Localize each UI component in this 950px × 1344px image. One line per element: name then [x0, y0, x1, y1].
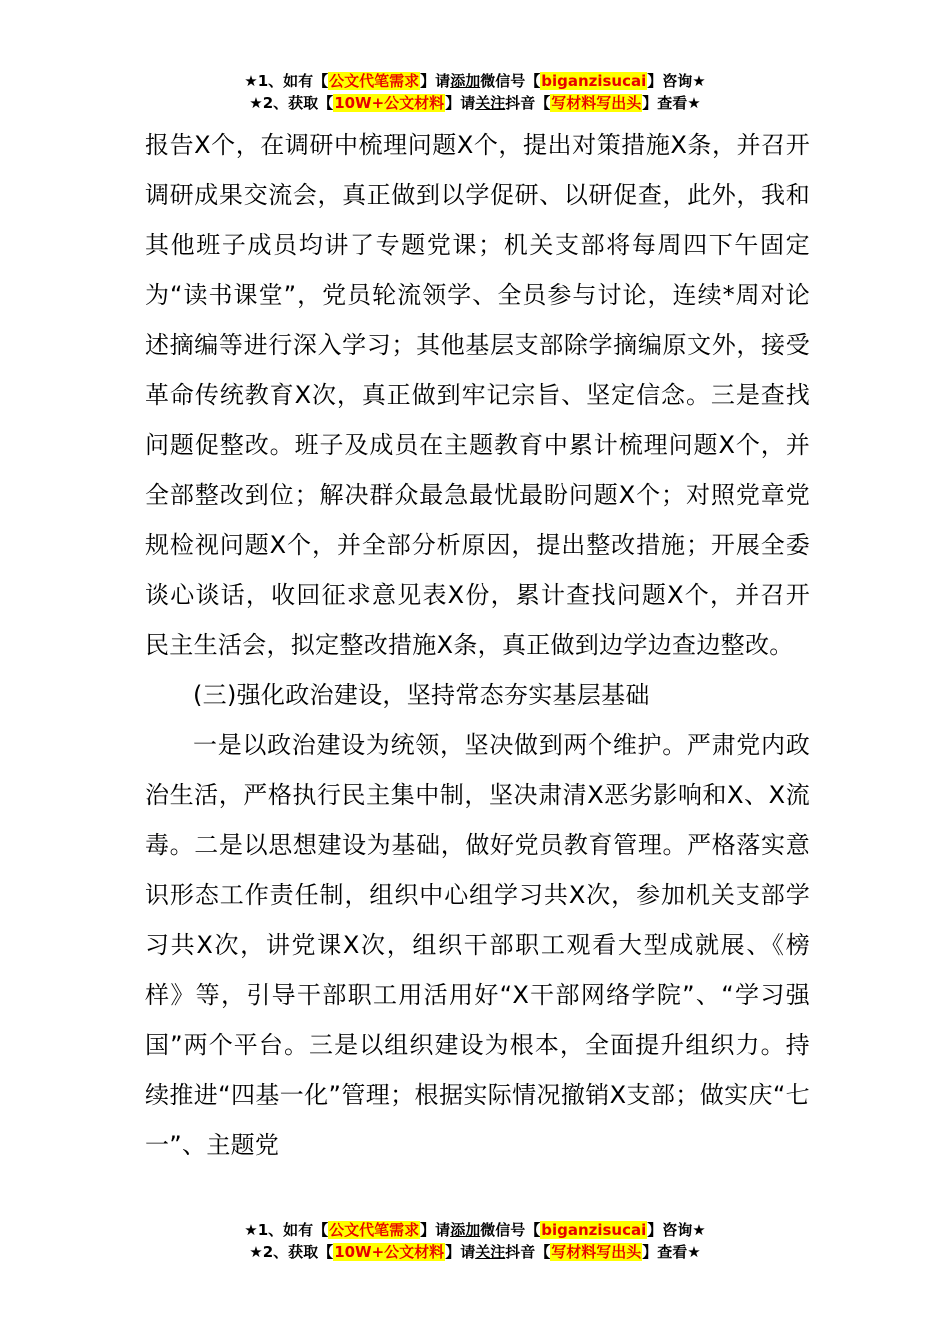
- section-heading: (三)强化政治建设，坚持常态夯实基层基础: [193, 681, 650, 709]
- body-paragraph: 一是以政治建设为统领，坚决做到两个维护。严肃党内政治生活，严格执行民主集中制，坚决肃清X恶劣影响和X、X流毒。二是以思想建设为基础，做好党员教育管理。严格落实意识形态工作责任制，组织中心组学习共X次，参加机关支部学习共X次，讲党课X次，组织干部职工观看大型成就展、《榜样》等，引导干部职工用活用好“X干部网络学院”、“学习强国”两个平台。三是以组织建设为根本，全面提升组织力。持续推进“四基一化”管理；根据实际情况撤销X支部；做实庆“七一”、主题党: [145, 731, 810, 1159]
- banner-text: 】咨询★: [647, 72, 706, 90]
- banner-text: ★1、如有【: [244, 1221, 329, 1239]
- header-banner: [0, 70, 950, 114]
- highlight-materials: 10W+公文材料: [334, 1243, 445, 1261]
- banner-line-1: [0, 70, 950, 92]
- banner-text: 抖音【: [505, 94, 551, 112]
- highlight-douyin-account: 写材料写出头: [551, 94, 642, 112]
- banner-line-2: [0, 92, 950, 114]
- banner-line-1: [0, 1219, 950, 1241]
- highlight-service: 公文代笔需求: [329, 1221, 420, 1239]
- banner-text: ★1、如有【: [244, 72, 329, 90]
- highlight-wechat-id: biganzisucai: [541, 72, 647, 90]
- footer-banner: [0, 1219, 950, 1263]
- highlight-wechat-id: biganzisucai: [541, 1221, 647, 1239]
- banner-text: ★2、获取【: [249, 94, 334, 112]
- highlight-materials: 10W+公文材料: [334, 94, 445, 112]
- banner-underlined-text: 添加: [450, 1221, 481, 1239]
- banner-text: 】请: [445, 1243, 476, 1261]
- banner-underlined-text: 添加: [450, 72, 481, 90]
- banner-text: 抖音【: [505, 1243, 551, 1261]
- banner-text: 】请: [420, 1221, 451, 1239]
- document-body: [145, 120, 810, 1170]
- banner-text: ★2、获取【: [249, 1243, 334, 1261]
- banner-line-2: [0, 1241, 950, 1263]
- banner-underlined-text: 关注: [475, 94, 506, 112]
- body-paragraph: 报告X个，在调研中梳理问题X个，提出对策措施X条，并召开调研成果交流会，真正做到以学促研、以研促查，此外，我和其他班子成员均讲了专题党课；机关支部将每周四下午固定为“读书课堂”，党员轮流领学、全员参与讨论，连续*周对论述摘编等进行深入学习；其他基层支部除学摘编原文外，接受革命传统教育X次，真正做到牢记宗旨、坚定信念。三是查找问题促整改。班子及成员在主题教育中累计梳理问题X个，并全部整改到位；解决群众最急最忧最盼问题X个；对照党章党规检视问题X个，并全部分析原因，提出整改措施；开展全委谈心谈话，收回征求意见表X份，累计查找问题X个，并召开民主生活会，拟定整改措施X条，真正做到边学边查边整改。: [145, 131, 810, 659]
- banner-text: 】咨询★: [647, 1221, 706, 1239]
- banner-text: 】请: [445, 94, 476, 112]
- banner-underlined-text: 关注: [475, 1243, 506, 1261]
- banner-text: 】查看★: [642, 1243, 701, 1261]
- banner-text: 】请: [420, 72, 451, 90]
- banner-text: 微信号【: [480, 1221, 541, 1239]
- highlight-service: 公文代笔需求: [329, 72, 420, 90]
- banner-text: 】查看★: [642, 94, 701, 112]
- banner-text: 微信号【: [480, 72, 541, 90]
- highlight-douyin-account: 写材料写出头: [551, 1243, 642, 1261]
